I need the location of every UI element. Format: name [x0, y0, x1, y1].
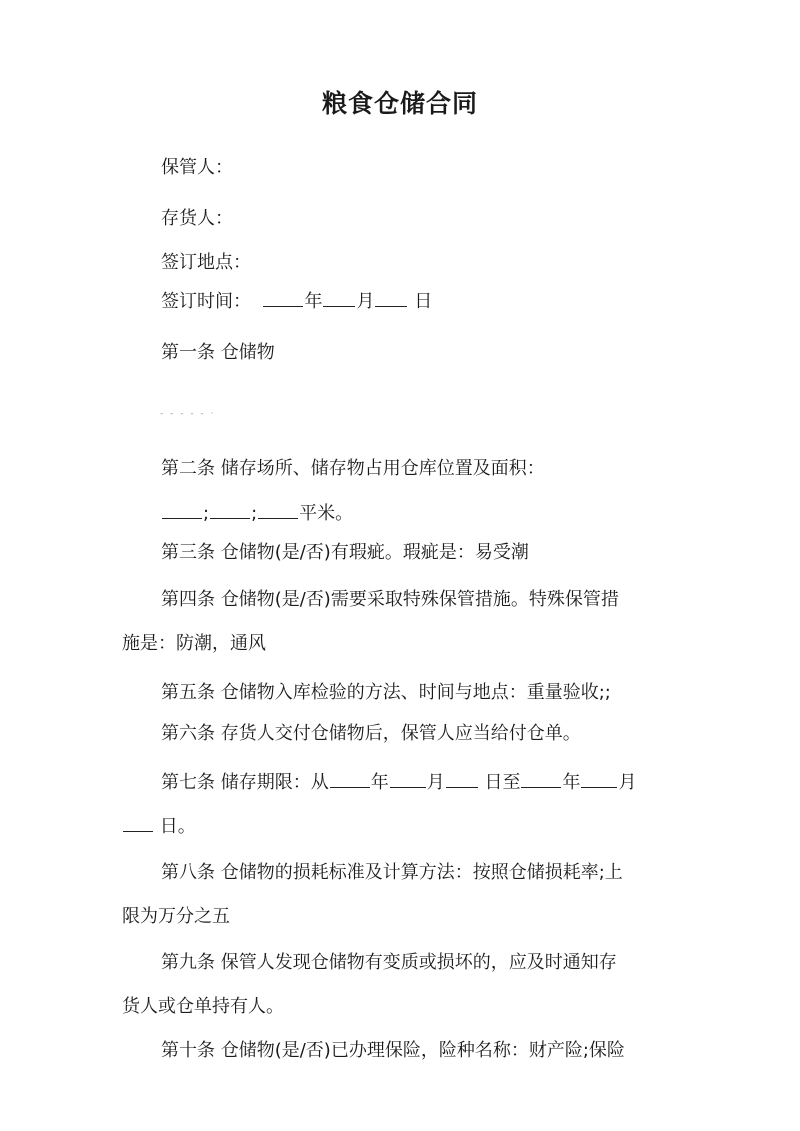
- sign-place-field: [122, 250, 731, 276]
- article-4-line-1: 第四条 仓储物(是/否)需要采取特殊保管措施。特殊保管措: [161, 589, 619, 610]
- start-year-label: 年: [370, 772, 389, 793]
- start-month-label: 月: [426, 772, 445, 793]
- depositor-label: 存货人：: [161, 208, 233, 229]
- article-2-area: [122, 500, 731, 527]
- start-year-blank: [330, 769, 370, 788]
- article-5: 第五条 仓储物入库检验的方法、时间与地点：重量验收;;: [161, 682, 611, 703]
- area-sep-2: ;: [251, 503, 258, 524]
- article-4-line-2: 施是：防潮，通风: [122, 633, 266, 654]
- sign-month-blank: [323, 288, 355, 307]
- sign-place-label: 签订地点：: [161, 252, 251, 273]
- start-day-blank: [446, 769, 478, 788]
- area-blank-3: [258, 500, 298, 519]
- article-8-line-2: 限为万分之五: [122, 906, 230, 927]
- area-unit: 平米。: [299, 503, 354, 524]
- sign-day-blank: [375, 288, 407, 307]
- sign-time-label: 签订时间：: [161, 291, 251, 312]
- faint-marks: - - - - - ·: [160, 409, 216, 419]
- end-day-blank: [123, 813, 153, 832]
- sign-time-field: [122, 288, 731, 315]
- end-month-label: 月: [618, 772, 637, 793]
- end-day-label: 日。: [159, 816, 196, 837]
- article-7-line-1: [122, 769, 731, 796]
- article-6: 第六条 存货人交付仓储物后，保管人应当给付仓单。: [161, 723, 581, 744]
- keeper-label: 保管人：: [161, 157, 233, 178]
- article-2: 第二条 储存场所、储存物占用仓库位置及面积：: [161, 458, 545, 479]
- area-blank-2: [210, 500, 250, 519]
- end-year-blank: [521, 769, 561, 788]
- end-year-label: 年: [562, 772, 581, 793]
- document-title: 粮食仓储合同: [321, 89, 478, 118]
- article-7-line-2: [122, 813, 692, 840]
- day-to-label: 日至: [484, 772, 521, 793]
- article-1: 第一条 仓储物: [161, 342, 275, 363]
- depositor-field: [122, 206, 731, 232]
- article-10: 第十条 仓储物(是/否)已办理保险，险种名称：财产险;保险: [161, 1040, 625, 1061]
- start-month-blank: [390, 769, 426, 788]
- end-month-blank: [581, 769, 617, 788]
- sign-day-label: 日: [414, 291, 433, 312]
- area-sep-1: ;: [203, 503, 210, 524]
- storage-period-prefix: 第七条 储存期限：从: [161, 772, 329, 793]
- sign-month-label: 月: [356, 291, 375, 312]
- sign-year-blank: [263, 288, 303, 307]
- keeper-field: [122, 155, 731, 181]
- article-9-line-2: 货人或仓单持有人。: [122, 996, 284, 1017]
- area-blank-1: [162, 500, 202, 519]
- article-3: 第三条 仓储物(是/否)有瑕疵。瑕疵是：易受潮: [161, 542, 529, 563]
- article-9-line-1: 第九条 保管人发现仓储物有变质或损坏的，应及时通知存: [161, 952, 617, 973]
- sign-year-label: 年: [304, 291, 323, 312]
- article-8-line-1: 第八条 仓储物的损耗标准及计算方法：按照仓储损耗率;上: [161, 862, 623, 883]
